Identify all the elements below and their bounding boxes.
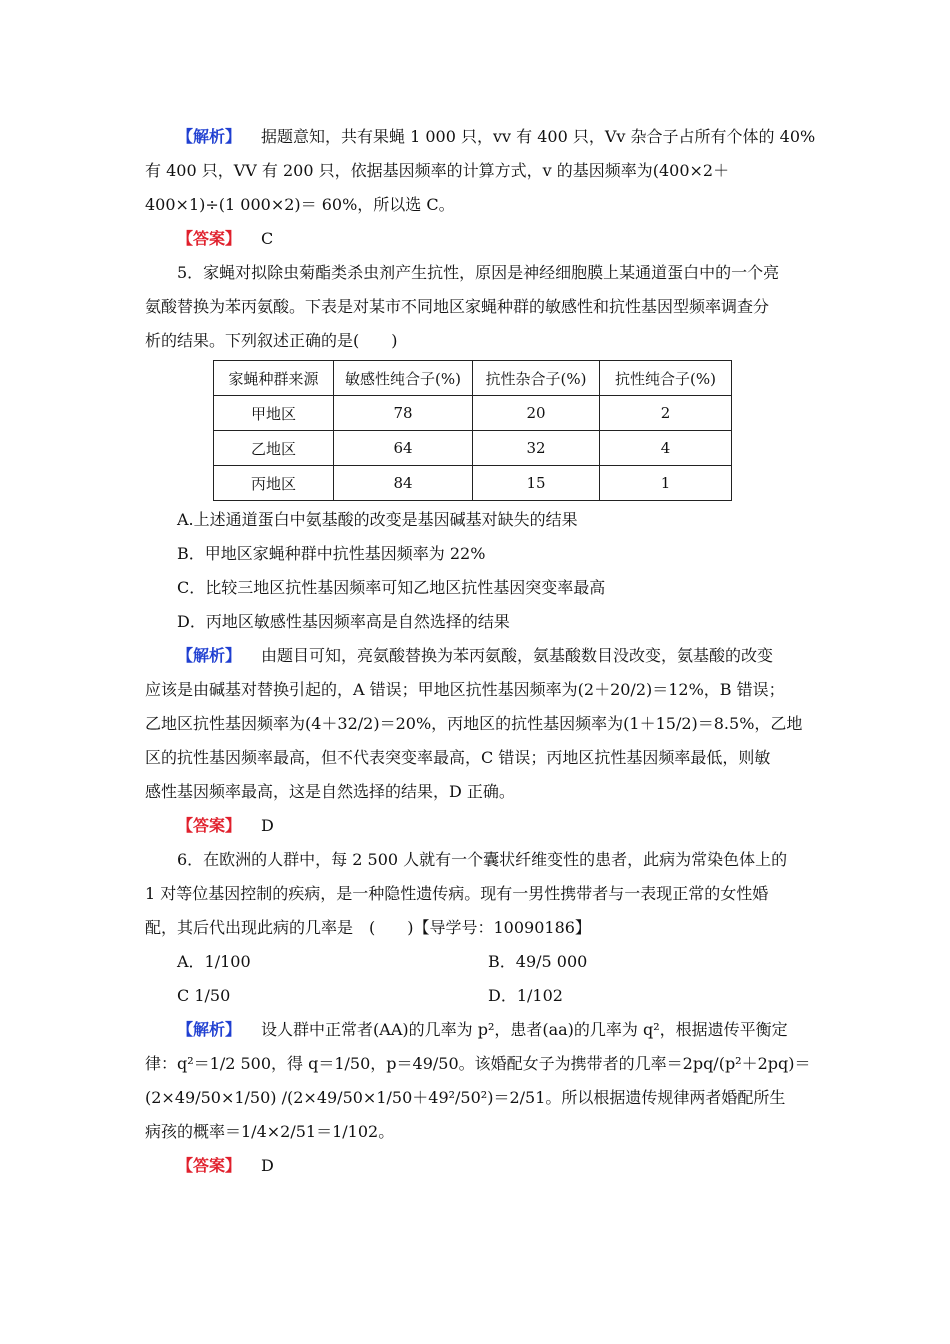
analysis-label: 【解析】 xyxy=(177,127,242,146)
q4-analysis-line-2: 有 400 只，VV 有 200 只，依据基因频率的计算方式，v 的基因频率为(400×2＋ xyxy=(145,161,730,180)
table-cell: 4 xyxy=(600,431,732,466)
q6-answer-value: D xyxy=(261,1156,274,1175)
q5-analysis-line-3: 乙地区抗性基因频率为(4＋32/2)＝20%，丙地区的抗性基因频率为(1＋15/2)＝8.5%，乙地 xyxy=(145,714,803,733)
table-cell: 甲地区 xyxy=(214,396,334,431)
q5-option-d: D．丙地区敏感性基因频率高是自然选择的结果 xyxy=(177,612,510,631)
q5-stem-line-2: 氨酸替换为苯丙氨酸。下表是对某市不同地区家蝇种群的敏感性和抗性基因型频率调查分 xyxy=(145,297,770,316)
q5-option-c: C．比较三地区抗性基因频率可知乙地区抗性基因突变率最高 xyxy=(177,578,606,597)
table-row xyxy=(214,396,732,431)
table-cell: 2 xyxy=(600,396,732,431)
q5-analysis-line-4: 区的抗性基因频率最高，但不代表突变率最高，C 错误；丙地区抗性基因频率最低，则敏 xyxy=(145,748,771,767)
q6-stem-line-3: 配，其后代出现此病的几率是 ( )【导学号：10090186】 xyxy=(145,918,591,937)
q6-option-b: B．49/5 000 xyxy=(488,952,588,971)
q5-analysis-line-1 xyxy=(145,639,805,673)
q4-analysis-line-3: 400×1)÷(1 000×2)＝ 60%，所以选 C。 xyxy=(145,195,455,214)
q6-analysis-text: 设人群中正常者(AA)的几率为 p²，患者(aa)的几率为 q²，根据遗传平衡定 xyxy=(261,1020,788,1039)
table-header-row xyxy=(214,361,732,396)
q6-stem-line-1: 6．在欧洲的人群中，每 2 500 人就有一个囊状纤维变性的患者，此病为常染色体上的 xyxy=(177,850,788,869)
q4-answer xyxy=(145,222,805,256)
table-cell: 丙地区 xyxy=(214,466,334,501)
q5-option-b: B．甲地区家蝇种群中抗性基因频率为 22% xyxy=(177,544,486,563)
table-cell: 64 xyxy=(334,431,473,466)
q5-analysis-text: 由题目可知，亮氨酸替换为苯丙氨酸，氨基酸数目没改变，氨基酸的改变 xyxy=(261,646,774,665)
answer-label: 【答案】 xyxy=(177,816,242,835)
q5-analysis-line-2: 应该是由碱基对替换引起的，A 错误；甲地区抗性基因频率为(2＋20/2)＝12%，B 错误； xyxy=(145,680,785,699)
table-cell: 84 xyxy=(334,466,473,501)
q6-option-d: D．1/102 xyxy=(488,986,563,1005)
q6-option-a: A．1/100 xyxy=(177,952,251,971)
table-header-cell: 抗性杂合子(%) xyxy=(473,361,600,396)
answer-label: 【答案】 xyxy=(177,229,242,248)
q5-answer xyxy=(145,809,805,843)
table-cell: 乙地区 xyxy=(214,431,334,466)
table-row xyxy=(214,431,732,466)
q4-analysis-line-1: 据题意知，共有果蝇 1 000 只，vv 有 400 只，Vv 杂合子占所有个体的 40% xyxy=(261,127,816,146)
analysis-label: 【解析】 xyxy=(177,1020,242,1039)
q6-analysis-line-1 xyxy=(145,1013,805,1047)
table-cell: 1 xyxy=(600,466,732,501)
q6-analysis-line-3: (2×49/50×1/50) /(2×49/50×1/50＋49²/50²)＝2/51。所以根据遗传规律两者婚配所生 xyxy=(145,1088,786,1107)
document-page xyxy=(145,120,816,1183)
table-header-cell: 家蝇种群来源 xyxy=(214,361,334,396)
table-row xyxy=(214,466,732,501)
q6-option-c: C 1/50 xyxy=(177,986,231,1005)
table-cell: 15 xyxy=(473,466,600,501)
q4-answer-value: C xyxy=(261,229,274,248)
q5-analysis-line-5: 感性基因频率最高，这是自然选择的结果，D 正确。 xyxy=(145,782,515,801)
q6-answer xyxy=(145,1149,805,1183)
q5-option-a: A.上述通道蛋白中氨基酸的改变是基因碱基对缺失的结果 xyxy=(177,510,578,529)
analysis-label: 【解析】 xyxy=(177,646,242,665)
q6-analysis-line-2: 律：q²＝1/2 500，得 q＝1/50，p＝49/50。该婚配女子为携带者的几率＝2pq/(p²＋2pq)＝ xyxy=(145,1054,811,1073)
q4-analysis xyxy=(145,120,816,154)
table-cell: 78 xyxy=(334,396,473,431)
table-cell: 32 xyxy=(473,431,600,466)
q6-analysis-line-4: 病孩的概率＝1/4×2/51＝1/102。 xyxy=(145,1122,395,1141)
q6-options-row-1 xyxy=(145,945,805,979)
q6-stem-line-2: 1 对等位基因控制的疾病，是一种隐性遗传病。现有一男性携带者与一表现正常的女性婚 xyxy=(145,884,769,903)
q5-stem-line-1: 5．家蝇对拟除虫菊酯类杀虫剂产生抗性，原因是神经细胞膜上某通道蛋白中的一个亮 xyxy=(177,263,780,282)
table-header-cell: 敏感性纯合子(%) xyxy=(334,361,473,396)
table-header-cell: 抗性纯合子(%) xyxy=(600,361,732,396)
answer-label: 【答案】 xyxy=(177,1156,242,1175)
table-cell: 20 xyxy=(473,396,600,431)
q5-stem-line-3: 析的结果。下列叙述正确的是( ) xyxy=(145,331,398,350)
q5-answer-value: D xyxy=(261,816,274,835)
q6-options-row-2 xyxy=(145,979,805,1013)
q5-data-table xyxy=(213,360,732,501)
